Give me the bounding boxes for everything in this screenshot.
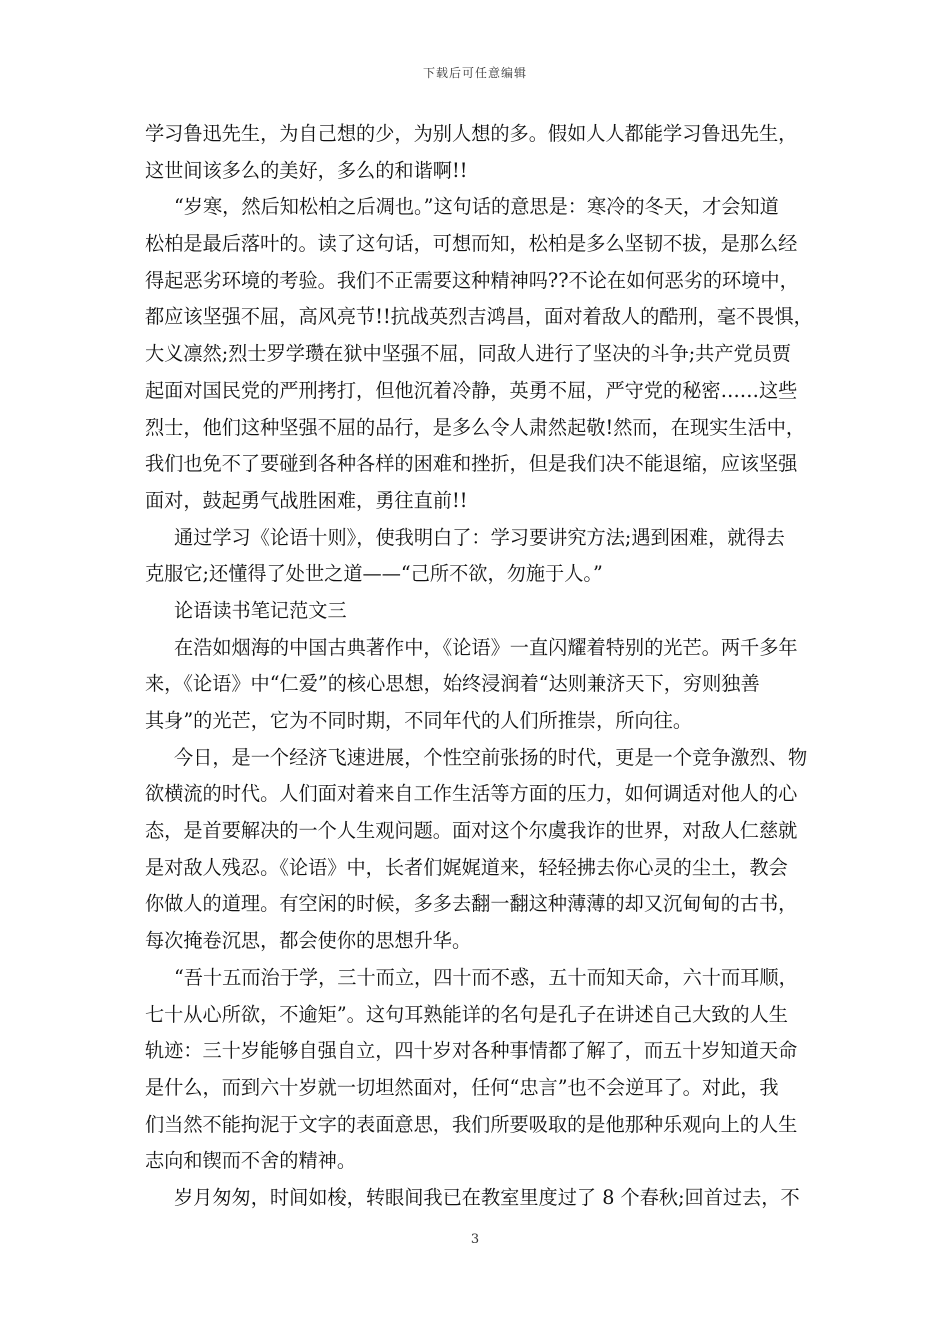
paragraph	[145, 740, 810, 960]
text-line: 都应该坚强不屈，高风亮节!!抗战英烈吉鸿昌，面对着敌人的酷刑，毫不畏惧，	[145, 305, 813, 329]
paragraph	[145, 1180, 810, 1217]
document-body	[145, 116, 813, 1217]
paragraph	[145, 116, 810, 189]
page-header: 下载后可任意编辑	[422, 66, 527, 80]
text-line: “吾十五而治于学，三十而立，四十而不惑，五十而知天命，六十而耳顺，	[174, 965, 798, 989]
text-line: 你做人的道理。有空闲的时候，多多去翻一翻这种薄薄的却又沉甸甸的古书，	[145, 892, 798, 916]
text-line: 轨迹：三十岁能够自强自立，四十岁对各种事情都了解了，而五十岁知道天命	[145, 1039, 798, 1063]
text-line: 这世间该多么的美好，多么的和谐啊!!	[145, 158, 468, 182]
text-line: 我们也免不了要碰到各种各样的困难和挫折，但是我们决不能退缩，应该坚强	[145, 452, 798, 476]
text-line: 面对，鼓起勇气战胜困难，勇往直前!!	[145, 488, 468, 512]
text-line: 学习鲁迅先生，为自己想的少，为别人想的多。假如人人都能学习鲁迅先生，	[145, 122, 798, 145]
text-line: 是对敌人残忍。《论语》中，长者们娓娓道来，轻轻拂去你心灵的尘土，教会	[145, 855, 788, 879]
text-line: 在浩如烟海的中国古典著作中，《论语》一直闪耀着特别的光芒。两千多年	[174, 635, 798, 659]
paragraph	[145, 189, 813, 519]
text-line: 起面对国民党的严刑拷打，但他沉着冷静，英勇不屈，严守党的秘密……这些	[145, 378, 798, 402]
text-line: 烈士，他们这种坚强不屈的品行，是多么令人肃然起敬!然而，在现实生活中，	[145, 415, 806, 439]
text-line: 今日，是一个经济飞速进展，个性空前张扬的时代，更是一个竞争激烈、物	[174, 745, 808, 769]
text-line: 们当然不能拘泥于文字的表面意思，我们所要吸取的是他那种乐观向上的人生	[145, 1112, 798, 1136]
page-number: 3	[470, 1232, 480, 1247]
paragraph	[145, 593, 810, 630]
text-line: 岁月匆匆，时间如梭，转眼间我已在教室里度过了 8 个春秋;回首过去，不	[174, 1185, 800, 1209]
text-line: 通过学习《论语十则》，使我明白了：学习要讲究方法;遇到困难，就得去	[174, 525, 785, 549]
text-line: 松柏是最后落叶的。读了这句话，可想而知，松柏是多么坚韧不拔，是那么经	[145, 232, 798, 256]
text-line: 大义凛然;烈士罗学瓒在狱中坚强不屈，同敌人进行了坚决的斗争;共产党员贾	[145, 342, 792, 366]
text-line: 克服它;还懂得了处世之道——“己所不欲，勿施于人。”	[145, 562, 603, 586]
text-line: 态，是首要解决的一个人生观问题。面对这个尔虞我诈的世界，对敌人仁慈就	[145, 819, 798, 843]
paragraph	[145, 520, 810, 593]
text-line: 欲横流的时代。人们面对着来自工作生活等方面的压力，如何调适对他人的心	[145, 782, 798, 806]
paragraph	[145, 960, 810, 1180]
text-line: 每次掩卷沉思，都会使你的思想升华。	[145, 929, 472, 953]
text-line: “岁寒，然后知松柏之后凋也。”这句话的意思是：寒冷的冬天，才会知道	[174, 195, 779, 219]
text-line: 论语读书笔记范文三	[174, 598, 347, 622]
text-line: 七十从心所欲，不逾矩”。这句耳熟能详的名句是孔子在讲述自己大致的人生	[145, 1002, 788, 1026]
text-line: 来，《论语》中“仁爱”的核心思想，始终浸润着“达则兼济天下，穷则独善	[145, 672, 760, 696]
text-line: 其身”的光芒，它为不同时期，不同年代的人们所推崇，所向往。	[145, 709, 693, 732]
text-line: 志向和锲而不舍的精神。	[145, 1149, 357, 1173]
paragraph	[145, 630, 810, 740]
text-line: 是什么，而到六十岁就一切坦然面对，任何“忠言”也不会逆耳了。对此，我	[145, 1075, 779, 1099]
text-line: 得起恶劣环境的考验。我们不正需要这种精神吗??不论在如何恶劣的环境中，	[145, 268, 799, 292]
